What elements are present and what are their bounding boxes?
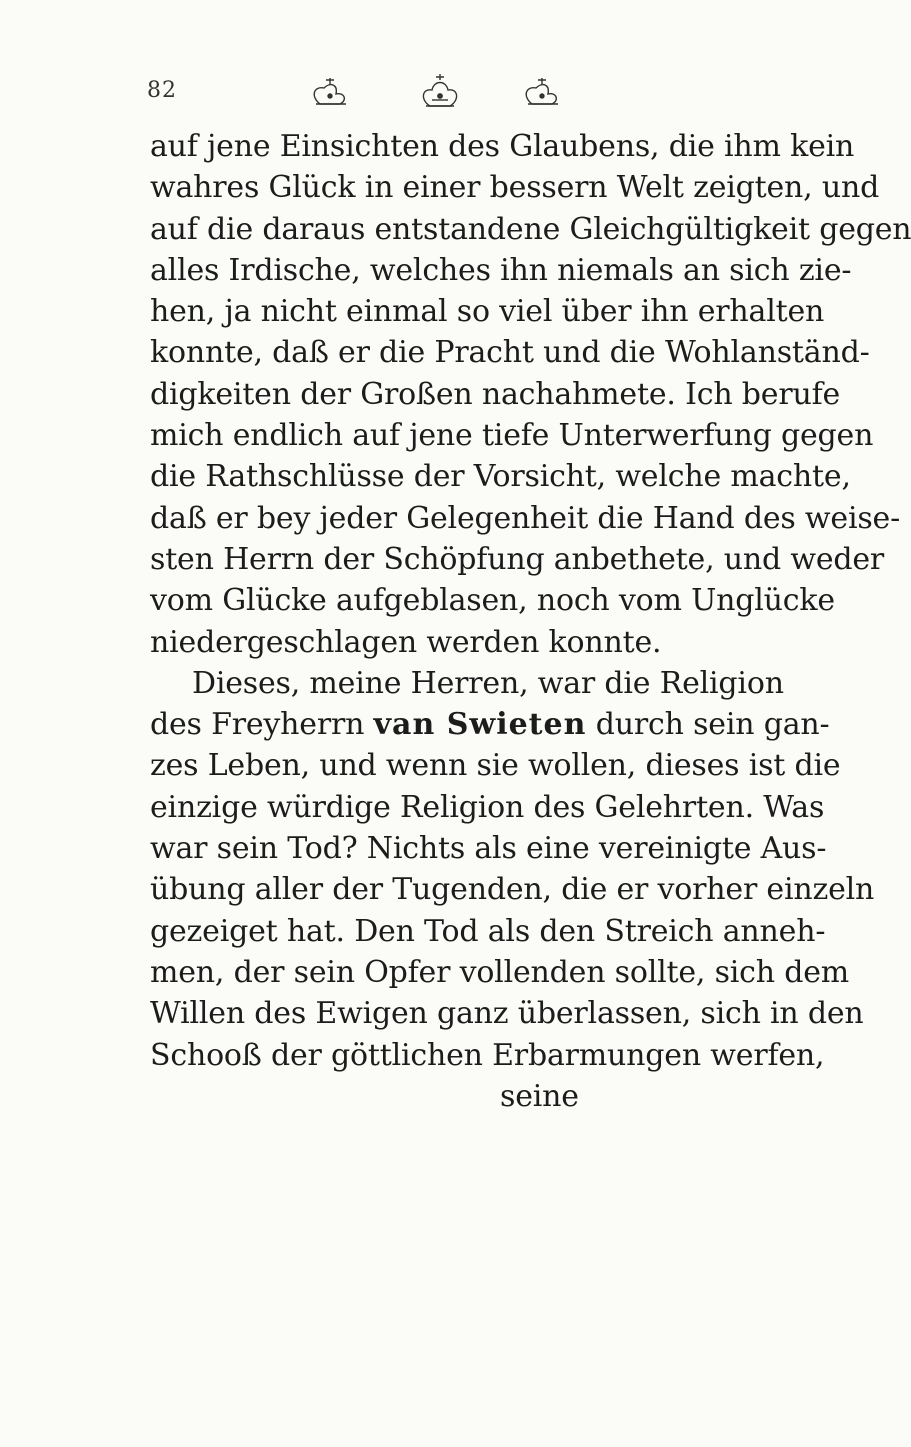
text-line: vom Glücke aufgeblasen, noch vom Unglücke: [150, 583, 835, 619]
text-line: auf jene Einsichten des Glaubens, die ihm kein: [150, 129, 855, 164]
text-line: daß er bey jeder Gelegenheit die Hand des weise-: [150, 500, 901, 536]
text-line: zes Leben, und wenn sie wollen, dieses ist die: [150, 748, 841, 784]
text-line: auf die daraus entstandene Gleichgültigkeit gegen: [150, 211, 911, 247]
fleuron-left-icon: [314, 78, 346, 104]
text-line: Dieses, meine Herren, war die Religion: [192, 665, 784, 701]
text-line: sten Herrn der Schöpfung anbethete, und weder: [150, 541, 885, 577]
text-fragment: durch sein gan-: [595, 707, 830, 743]
text-line: gezeiget hat. Den Tod als den Streich anneh-: [150, 913, 826, 949]
text-line: die Rathschlüsse der Vorsicht, welche machte,: [150, 459, 851, 495]
text-line: Willen des Ewigen ganz überlassen, sich in den: [150, 996, 864, 1032]
catchword: seine: [500, 1078, 579, 1114]
text-line: wahres Glück in einer bessern Welt zeigten, und: [150, 170, 880, 206]
person-name: van Swieten: [373, 707, 587, 743]
fleuron-right-icon: [526, 78, 558, 104]
text-line: hen, ja nicht einmal so viel über ihn erhalten: [150, 294, 825, 330]
header-ornaments: [300, 74, 590, 114]
body-text: [150, 126, 911, 1117]
text-line: konnte, daß er die Pracht und die Wohlanständ-: [150, 335, 870, 371]
page-number: 82: [147, 78, 177, 103]
text-line: Schooß der göttlichen Erbarmungen werfen,: [150, 1037, 825, 1073]
text-line: mich endlich auf jene tiefe Unterwerfung gegen: [150, 418, 874, 454]
text-line: niedergeschlagen werden konnte.: [150, 624, 662, 660]
text-line: war sein Tod? Nichts als eine vereinigte Aus-: [150, 831, 827, 867]
fleuron-center-icon: [423, 74, 456, 106]
text-line-with-name: [150, 704, 830, 745]
text-fragment: des Freyherrn: [150, 707, 365, 743]
text-line: men, der sein Opfer vollenden sollte, sich dem: [150, 954, 850, 990]
text-line: einzige würdige Religion des Gelehrten. Was: [150, 789, 825, 825]
text-line: alles Irdische, welches ihn niemals an sich zie-: [150, 252, 852, 288]
text-line: digkeiten der Großen nachahmete. Ich berufe: [150, 376, 841, 412]
text-line: übung aller der Tugenden, die er vorher einzeln: [150, 872, 875, 908]
